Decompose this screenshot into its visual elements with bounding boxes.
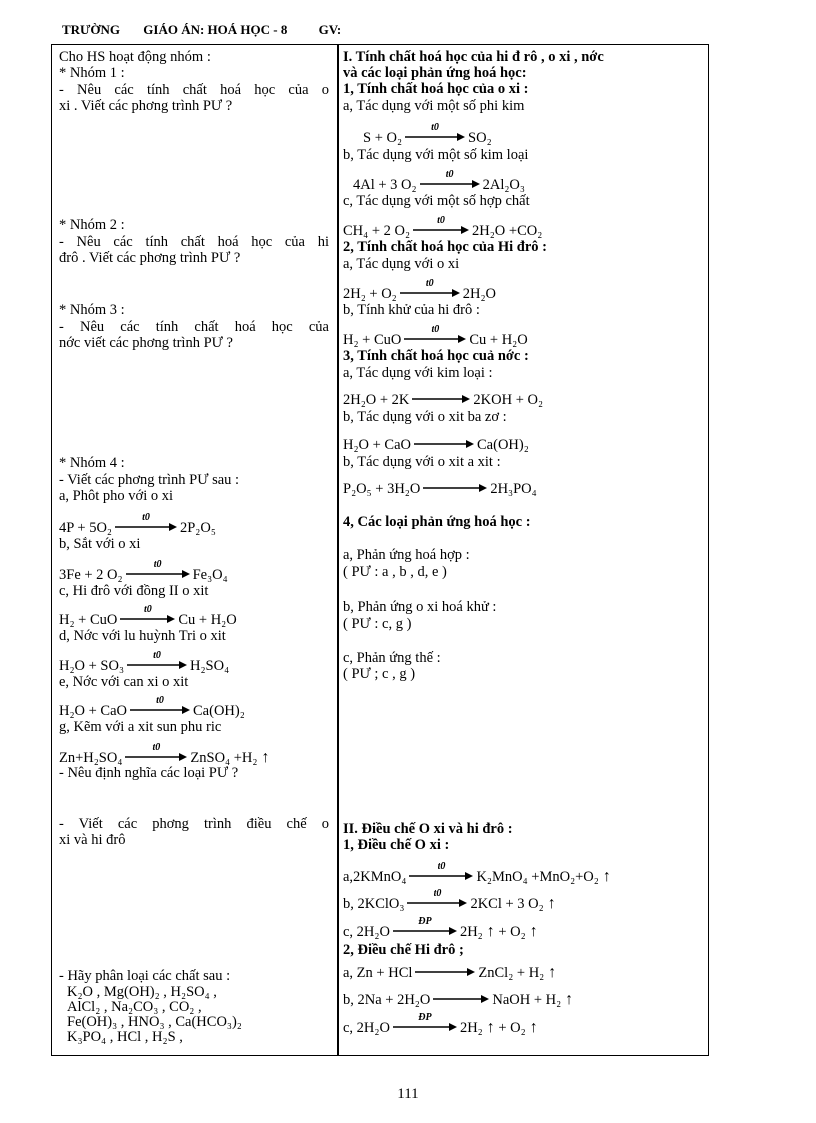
equation-reactants: P₂O₅ + 3H₂O xyxy=(343,481,421,497)
right-text-line: II. Điều chế O xi và hi đrô : xyxy=(343,821,513,837)
equation-reactants: b, 2KClO₃ xyxy=(343,896,405,912)
left-text-line: * Nhóm 4 : xyxy=(59,455,125,471)
equation-products: Ca(OH)₂ xyxy=(193,703,245,719)
reaction-arrow-icon xyxy=(115,512,177,532)
equation-reactants: S + O₂ xyxy=(363,130,403,146)
reaction-arrow-icon xyxy=(409,861,473,881)
reaction-arrow-icon xyxy=(413,215,469,235)
reaction-condition-label: t0 xyxy=(156,695,164,706)
right-text-line: 4, Các loại phản ứng hoá học : xyxy=(343,514,531,530)
left-equation xyxy=(59,604,237,628)
equation-products: 2KCl + 3 O₂ xyxy=(470,896,544,912)
left-text-line: d, Nớc với lu huỳnh Tri o xit xyxy=(59,628,226,644)
right-equation xyxy=(343,324,528,348)
right-text-line: c, Phản ứng thế : xyxy=(343,650,441,666)
left-text-line: xi và hi đrô xyxy=(59,832,126,848)
reaction-arrow-icon xyxy=(423,483,487,493)
left-text-line: Fe(OH)₃ , HNO₃ , Ca(HCO₃)₂ xyxy=(67,1014,242,1030)
left-text-line: - Nêu các tính chất hoá học của xyxy=(59,319,329,335)
equation-products: 2H₃PO₄ xyxy=(490,481,537,497)
equation-reactants: H₂O + SO₃ xyxy=(59,658,125,674)
right-equation xyxy=(343,992,573,1008)
equation-reactants: 3Fe + 2 O₂ xyxy=(59,567,123,583)
reaction-condition-label: t0 xyxy=(431,324,440,335)
right-equation xyxy=(343,278,496,302)
right-equation xyxy=(343,438,529,453)
header-teacher: GV: xyxy=(318,22,342,37)
reaction-arrow-icon xyxy=(125,742,187,762)
right-equation xyxy=(343,965,556,981)
equation-products: ZnCl₂ + H₂ xyxy=(478,965,545,981)
reaction-arrow-icon xyxy=(412,394,470,404)
equation-reactants: 2H₂ + O₂ xyxy=(343,286,397,302)
gas-up-arrow-icon: ↑ xyxy=(598,868,611,885)
right-text-line: c, Tác dụng với một số hợp chất xyxy=(343,193,530,209)
reaction-arrow-icon xyxy=(433,994,489,1004)
reaction-arrow-icon xyxy=(400,278,460,298)
equation-reactants: Zn+H₂SO₄ xyxy=(59,750,123,766)
left-text-line: * Nhóm 1 : xyxy=(59,65,125,81)
left-text-line: xi . Viết các phơng trình PƯ ? xyxy=(59,98,233,114)
equation-products: 2H₂ xyxy=(459,1020,483,1036)
right-text-line: 3, Tính chất hoá học cuả nớc : xyxy=(343,348,529,364)
left-equation xyxy=(59,559,228,583)
left-text-line: đrô . Viết các phơng trình PƯ ? xyxy=(59,250,241,266)
equation-products: 2H₂O +CO₂ xyxy=(472,223,543,239)
equation-reactants: b, 2Na + 2H₂O xyxy=(343,992,431,1008)
equation-products: Fe₃O₄ xyxy=(192,567,228,583)
right-text-line: 1, Tính chất hoá học của o xi : xyxy=(343,81,529,97)
right-text-line: b, Tác dụng với o xit a xit : xyxy=(343,454,501,470)
reaction-condition-label: t0 xyxy=(152,742,161,753)
equation-reactants: H₂ + CuO xyxy=(343,332,402,348)
reaction-condition-label: t0 xyxy=(437,861,446,872)
equation-products: 2H₂ xyxy=(459,924,483,940)
equation-reactants: 4P + 5O₂ xyxy=(59,520,112,536)
reaction-arrow-icon xyxy=(126,559,190,579)
left-equation xyxy=(59,742,270,766)
gas-up-arrow-icon: ↑ xyxy=(543,895,556,912)
reaction-condition-label: t0 xyxy=(433,888,442,899)
left-text-line: * Nhóm 3 : xyxy=(59,302,125,318)
equation-reactants: 4Al + 3 O₂ xyxy=(353,177,417,193)
equation-products: 2Al₂O₃ xyxy=(482,177,525,193)
reaction-arrow-icon xyxy=(420,169,480,189)
equation-products: Cu + H₂O xyxy=(178,612,237,628)
left-text-line: c, Hi đrô với đồng II o xit xyxy=(59,583,209,599)
equation-products: 2H₂O xyxy=(462,286,496,302)
right-text-line: 2, Tính chất hoá học của Hi đrô : xyxy=(343,239,547,255)
equation-products: Ca(OH)₂ xyxy=(477,437,529,453)
equation-products: ZnSO₄ +H₂ xyxy=(190,750,258,766)
left-text-line: e, Nớc với can xi o xit xyxy=(59,674,189,690)
right-text-line: ( PƯ ; c , g ) xyxy=(343,666,416,682)
reaction-arrow-icon xyxy=(414,439,474,449)
reaction-condition-label: t0 xyxy=(153,650,161,661)
right-text-line: a, Phản ứng hoá hợp : xyxy=(343,547,470,563)
reaction-arrow-icon xyxy=(130,695,190,715)
equation-reactants: a, Zn + HCl xyxy=(343,965,413,981)
equation-reactants: H₂O + CaO xyxy=(343,437,412,453)
reaction-condition-label: ĐP xyxy=(418,1012,432,1023)
reaction-condition-label: t0 xyxy=(425,278,434,289)
left-text-line: a, Phôt pho với o xi xyxy=(59,488,174,504)
left-text-line: nớc viết các phơng trình PƯ ? xyxy=(59,335,233,351)
equation-products-extra: + O₂ xyxy=(494,924,526,940)
reaction-condition-label: t0 xyxy=(445,169,454,180)
reaction-arrow-icon xyxy=(405,122,465,142)
gas-up-arrow-icon: ↑ xyxy=(482,1019,495,1036)
reaction-condition-label: t0 xyxy=(431,122,439,133)
equation-products: K₂MnO₄ +MnO₂+O₂ xyxy=(476,869,599,885)
left-text-line: - Viết các phơng trình PƯ sau : xyxy=(59,472,240,488)
right-equation xyxy=(363,122,492,146)
right-equation xyxy=(343,393,543,408)
reaction-condition-label: t0 xyxy=(153,559,162,570)
equation-reactants: c, 2H₂O xyxy=(343,924,390,940)
reaction-condition-label: t0 xyxy=(143,604,152,615)
equation-products: H₂SO₄ xyxy=(190,658,230,674)
equation-products: Cu + H₂O xyxy=(469,332,528,348)
equation-reactants: a,2KMnO₄ xyxy=(343,869,407,885)
right-text-line: ( PƯ : a , b , d, e ) xyxy=(343,564,447,580)
reaction-condition-label: ĐP xyxy=(418,916,432,927)
left-text-line: b, Sắt với o xi xyxy=(59,536,141,552)
right-text-line: a, Tác dụng với o xi xyxy=(343,256,460,272)
equation-products-extra: + O₂ xyxy=(494,1020,526,1036)
left-text-line: g, Kẽm với a xit sun phu ric xyxy=(59,719,222,735)
equation-products: 2KOH + O₂ xyxy=(473,392,544,408)
right-text-line: b, Phản ứng o xi hoá khử : xyxy=(343,599,497,615)
reaction-condition-label: t0 xyxy=(437,215,445,226)
left-equation xyxy=(59,695,245,719)
reaction-arrow-icon xyxy=(393,916,457,936)
gas-up-arrow-icon: ↑ xyxy=(482,923,495,940)
left-text-line: AlCl₂ , Na₂CO₃ , CO₂ , xyxy=(67,999,202,1015)
right-equation xyxy=(343,482,537,497)
equation-products: NaOH + H₂ xyxy=(492,992,562,1008)
left-text-line: - Viết các phơng trình điều chế o xyxy=(59,816,329,832)
right-equation xyxy=(343,888,556,912)
left-text-line: * Nhóm 2 : xyxy=(59,217,125,233)
right-text-line: và các loại phản ứng hoá học: xyxy=(343,65,527,81)
right-text-line: 1, Điều chế O xi : xyxy=(343,837,450,853)
reaction-arrow-icon xyxy=(407,888,467,908)
column-divider xyxy=(337,44,339,1056)
right-equation xyxy=(343,861,611,885)
right-text-line: a, Tác dụng với một số phi kim xyxy=(343,98,525,114)
left-text-line: - Nêu các tính chất hoá học của hi xyxy=(59,234,329,250)
right-equation xyxy=(353,169,525,193)
left-text-line: Cho HS hoạt động nhóm : xyxy=(59,49,211,65)
equation-products: 2P₂O₅ xyxy=(179,520,216,536)
right-text-line: b, Tác dụng với o xit ba zơ : xyxy=(343,409,507,425)
right-text-line: b, Tính khử của hi đrô : xyxy=(343,302,480,318)
gas-up-arrow-icon: ↑ xyxy=(544,964,557,981)
equation-reactants: H₂ + CuO xyxy=(59,612,118,628)
reaction-arrow-icon xyxy=(120,604,175,624)
right-text-line: 2, Điều chế Hi đrô ; xyxy=(343,942,464,958)
gas-up-arrow-icon: ↑ xyxy=(257,749,270,766)
reaction-arrow-icon xyxy=(404,324,466,344)
reaction-condition-label: t0 xyxy=(142,512,150,523)
left-text-line: - Nêu định nghĩa các loại PƯ ? xyxy=(59,765,239,781)
left-text-line: - Hãy phân loại các chất sau : xyxy=(59,968,231,984)
right-equation xyxy=(343,215,543,239)
page-header xyxy=(62,22,347,38)
header-school: TRƯỜNG xyxy=(62,22,121,37)
reaction-arrow-icon xyxy=(415,967,475,977)
left-text-line: K₃PO₄ , HCl , H₂S , xyxy=(67,1029,183,1045)
page-number: 111 xyxy=(397,1086,419,1102)
left-equation xyxy=(59,650,230,674)
equation-reactants: 2H₂O + 2K xyxy=(343,392,410,408)
left-text-line: - Nêu các tính chất hoá học của o xyxy=(59,82,329,98)
header-title: GIÁO ÁN: HOÁ HỌC - 8 xyxy=(143,22,288,37)
equation-reactants: c, 2H₂O xyxy=(343,1020,390,1036)
right-text-line: I. Tính chất hoá học của hi đ rô , o xi , nớc xyxy=(343,49,604,65)
right-text-line: b, Tác dụng với một số kim loại xyxy=(343,147,529,163)
gas-up-arrow-icon: ↑ xyxy=(525,923,538,940)
equation-reactants: H₂O + CaO xyxy=(59,703,128,719)
equation-products: SO₂ xyxy=(468,130,492,146)
gas-up-arrow-icon: ↑ xyxy=(525,1019,538,1036)
right-text-line: ( PƯ : c, g ) xyxy=(343,616,412,632)
right-equation xyxy=(343,1012,538,1036)
equation-reactants: CH₄ + 2 O₂ xyxy=(343,223,411,239)
gas-up-arrow-icon: ↑ xyxy=(561,991,574,1008)
left-text-line: K₂O , Mg(OH)₂ , H₂SO₄ , xyxy=(67,984,217,1000)
reaction-arrow-icon xyxy=(127,650,187,670)
reaction-arrow-icon xyxy=(393,1012,457,1032)
right-equation xyxy=(343,916,538,940)
left-equation xyxy=(59,512,216,536)
right-text-line: a, Tác dụng với kim loại : xyxy=(343,365,493,381)
